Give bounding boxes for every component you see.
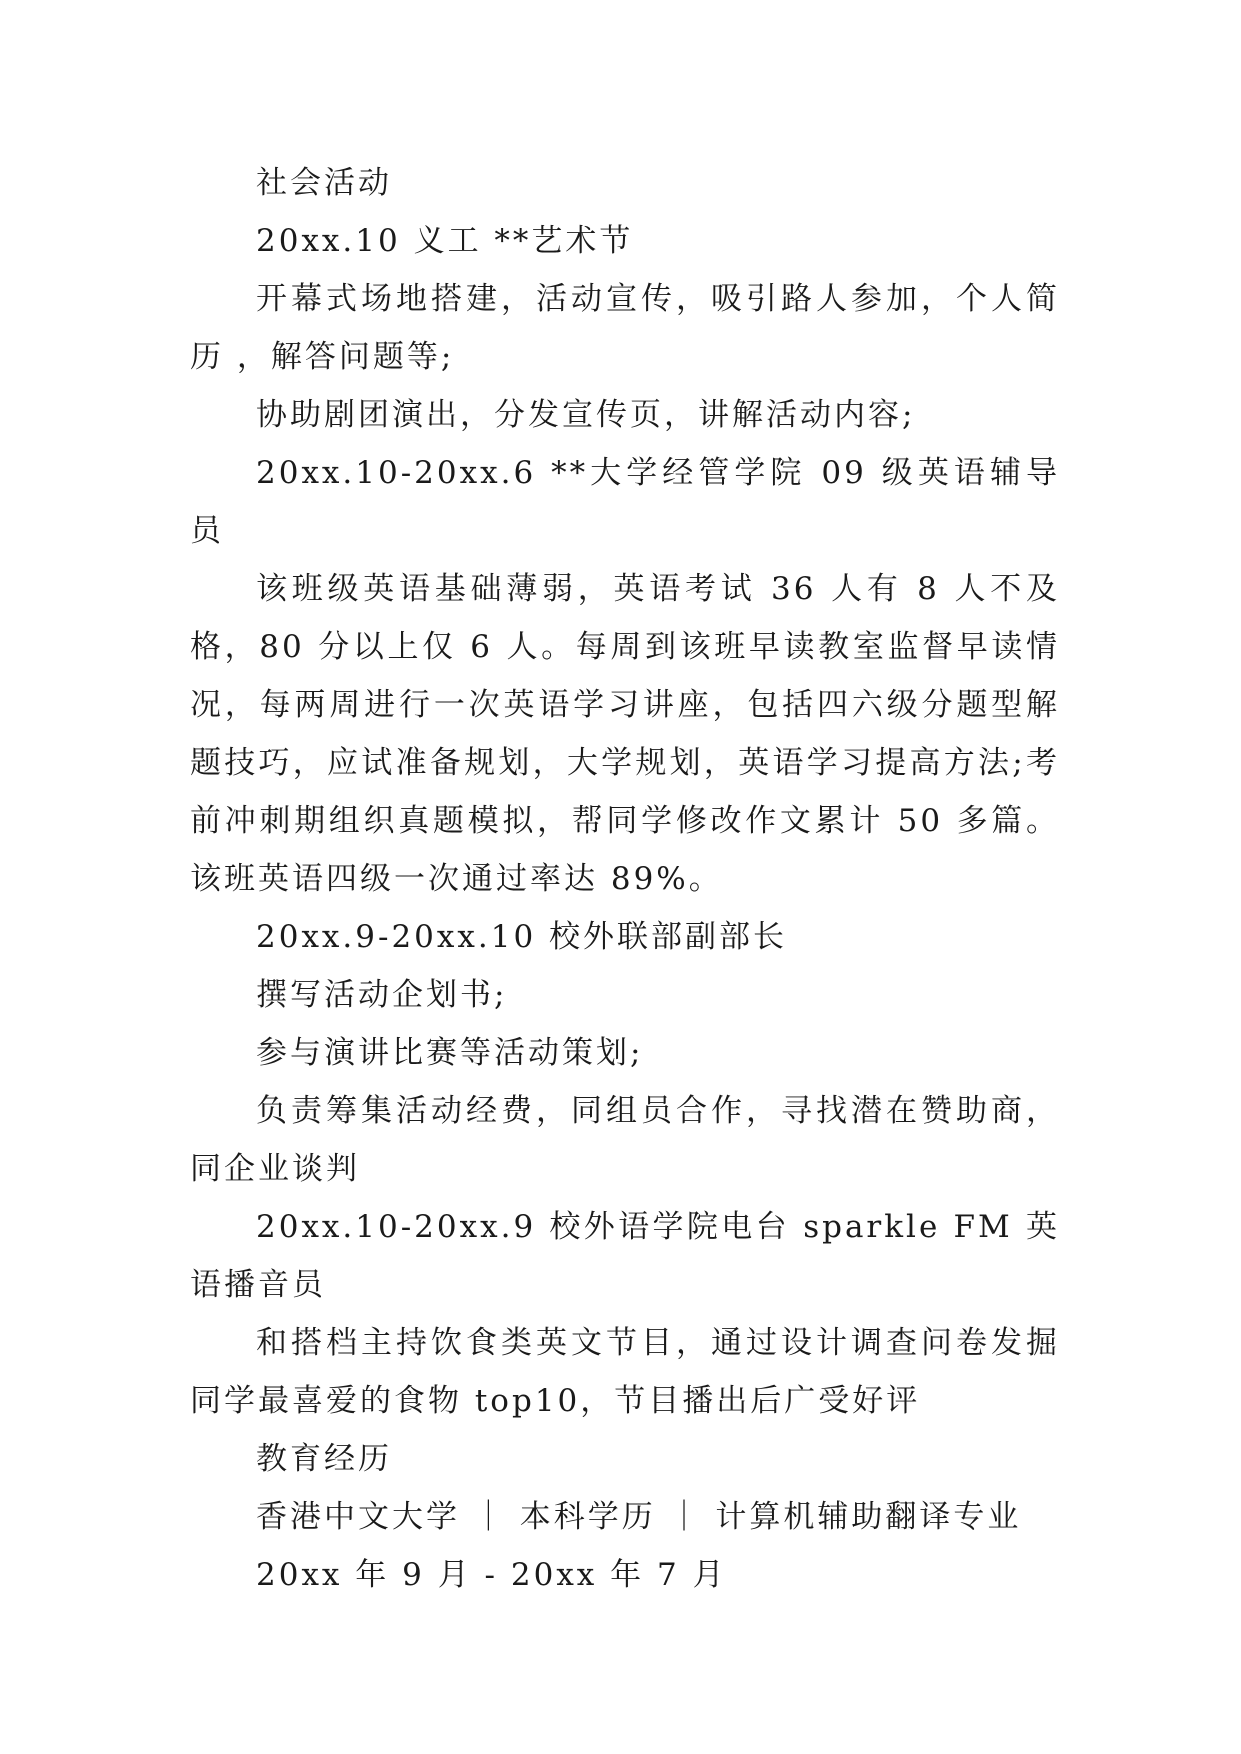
education-dates: 20xx 年 9 月 - 20xx 年 7 月 [256, 1557, 727, 1593]
entry-detail: 协助剧团演出，分发宣传页，讲解活动内容; [256, 397, 916, 433]
entry-detail: 参与演讲比赛等活动策划; [256, 1035, 644, 1071]
entry-title-volunteer: 20xx.10 义工 **艺术节 [256, 223, 634, 259]
entry-title-radio-announcer: 20xx.10-20xx.9 校外语学院电台 sparkle FM 英语播音员 [190, 1209, 1060, 1303]
entry-detail: 该班级英语基础薄弱，英语考试 36 人有 8 人不及格，80 分以上仅 6 人。每周到该班早读教室监督早读情况，每两周进行一次英语学习讲座，包括四六级分题型解题技巧，应试准备规划，大学规划，英语学习提高方法;考前冲刺期组织真题模拟，帮同学修改作文累计 50 多篇。该班英语四级一次通过率达 89%。 [190, 571, 1060, 897]
section-heading-education: 教育经历 [256, 1441, 392, 1477]
entry-detail: 负责筹集活动经费，同组员合作，寻找潜在赞助商，同企业谈判 [190, 1093, 1060, 1187]
entry-detail: 撰写活动企划书; [256, 977, 508, 1013]
entry-detail: 和搭档主持饮食类英文节目，通过设计调查问卷发掘同学最喜爱的食物 top10，节目播出后广受好评 [190, 1325, 1060, 1419]
entry-title-english-tutor: 20xx.10-20xx.6 **大学经管学院 09 级英语辅导员 [190, 455, 1060, 549]
entry-title-external-relations: 20xx.9-20xx.10 校外联部副部长 [256, 919, 788, 955]
document-body [190, 154, 1060, 1604]
entry-detail: 开幕式场地搭建，活动宣传，吸引路人参加，个人简历 ，解答问题等; [190, 281, 1060, 375]
education-institution: 香港中文大学 ｜ 本科学历 ｜ 计算机辅助翻译专业 [256, 1499, 1022, 1535]
section-heading-social-activities: 社会活动 [256, 165, 392, 201]
